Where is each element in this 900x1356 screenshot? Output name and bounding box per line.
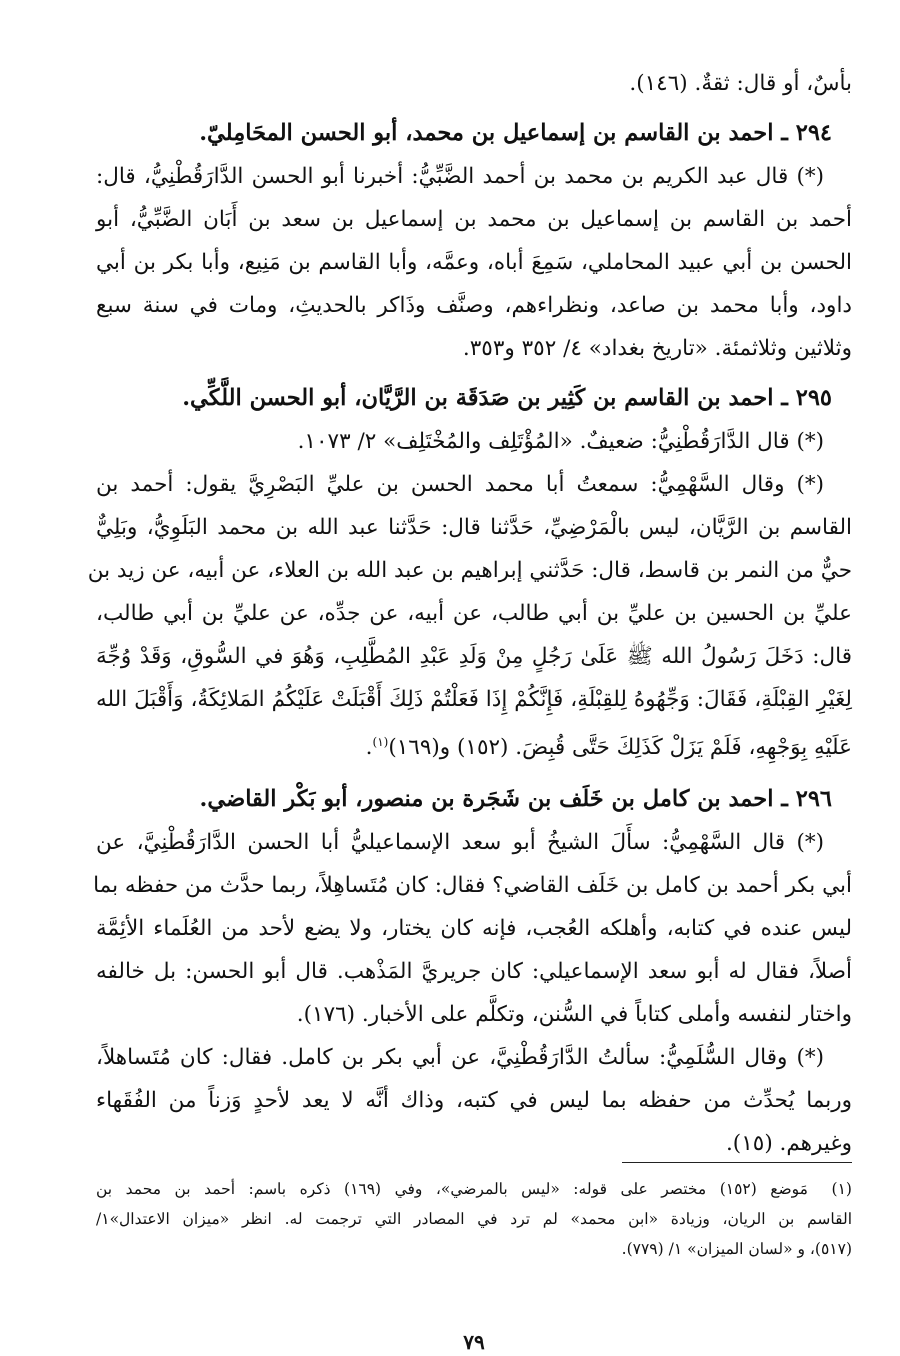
entry-296-paragraph-1	[93, 821, 852, 1036]
paragraph-line: وربما يُحدِّث من حفظه بما ليس في كتبه، وذاك أنَّه لا يعد لأحدٍ وَزناً من الفُقَهاء	[96, 1088, 852, 1114]
page-number: ٧٩	[463, 1330, 485, 1354]
paragraph-line: حيٌّ من النمر بن قاسط، قال: حَدَّثني إبراهيم بن عبد الله بن العلاء، عن أبيه، عن زيد بن	[87, 558, 852, 583]
entry-295-paragraph-1	[96, 420, 852, 463]
footnote-line: (٥١٧)، و «لسان الميزان» ١/ (٧٧٩).	[621, 1240, 852, 1258]
paragraph-line: (*) وقال السُّلَمِيُّ: سألتُ الدَّارَقُطْنِيَّ، عن أبي بكر بن كامل. فقال: كان مُتَساهلاً،	[96, 1045, 824, 1071]
paragraph-line: عليِّ بن الحسين بن عليِّ بن أبي طالب، عن أبيه، عن جدِّه، عن عليِّ بن أبي طالب،	[96, 601, 852, 626]
footnote-line	[96, 1174, 852, 1204]
page-body	[87, 62, 852, 1356]
paragraph-line: أحمد بن القاسم بن إسماعيل بن محمد بن إسماعيل بن سعد بن أَبَان الضَّبِّيُّ، أبو	[96, 207, 852, 232]
paragraph-line: الحسن بن أبي عبيد المحاملي، سَمِعَ أباه، وعمَّه، وأبا القاسم بن مَنِيع، وأبا بكر بن أبي	[96, 250, 852, 275]
paragraph-line: واختار لنفسه وأملى كتاباً في السُّنن، وتكلَّم على الأخبار. (١٧٦).	[296, 1002, 852, 1028]
footnote-number: (١)	[831, 1180, 852, 1198]
paragraph-line: أبي بكر أحمد بن كامل بن خَلَف القاضي؟ فقال: كان مُتَساهِلاً، ربما حدَّث من حفظه بما	[93, 873, 852, 899]
paragraph-line: لِغَيْرِ القِبْلَةِ، فَقَالَ: وَجِّهُوهُ لِلقِبْلَةِ، فَإِنَّكُمْ إِذَا فَعَلْتُمْ ذَلِكَ أَقْبَلَتْ عَلَيْكُمُ المَلائِكَةُ، وَأَقْبَلَ الله	[96, 687, 852, 712]
footnote-divider	[622, 1162, 852, 1163]
footnote-reference[interactable]: (١)	[372, 735, 389, 749]
entry-295-heading: ٢٩٥ ـ احمد بن القاسم بن كَثِير بن صَدَقَة بن الرَّيَّان، أبو الحسن اللَّكِّي.	[182, 385, 832, 411]
paragraph-line: (*) قال عبد الكريم بن محمد بن أحمد الضَّبِّيُّ: أخبرنا أبو الحسن الدَّارَقُطْنِيُّ، قال:	[96, 164, 824, 189]
paragraph-line: وغيرهم. (١٥).	[725, 1131, 852, 1157]
footnote	[96, 1174, 852, 1264]
footnote-text: مَوضع (١٥٢) مختصر على قوله: «ليس بالمرضي»، وفي (١٦٩) ذكره باسم: أحمد بن محمد بن	[96, 1180, 808, 1198]
paragraph-line: القاسم بن الرَّيَّان، ليس بالْمَرْضِيِّ، حَدَّثنا قال: حَدَّثنا عبد الله بن محمد البَلَوِيُّ، وبَلِيٌّ	[96, 515, 852, 540]
paragraph-line: (*) قال السَّهْمِيُّ: سأَلَ الشيخُ أبو سعد الإسماعيليُّ أبا الحسن الدَّارَقُطْنِيَّ، عن	[96, 830, 824, 856]
paragraph-line: قال: دَخَلَ رَسُولُ الله ﷺ عَلَىٰ رَجُلٍ مِنْ وَلَدِ عَبْدِ المُطَّلِبِ، وَهُوَ في السُّوقِ، وَقَدْ وُجِّهَ	[96, 644, 852, 669]
entry-295-paragraph-2	[87, 463, 852, 769]
period: .	[365, 735, 373, 761]
paragraph-line: وثلاثين وثلاثمئة. «تاريخ بغداد» ٤/ ٣٥٢ و٣٥٣.	[462, 336, 852, 361]
paragraph-line: داود، وأبا محمد بن صاعد، ونظراءهم، وصنَّف وذَاكر بالحديثِ، ومات في سنة سبع	[96, 293, 852, 318]
paragraph-line	[96, 721, 852, 769]
entry-294-paragraph-1	[96, 155, 852, 370]
paragraph-line: ليس عنده في كتابه، وأهلكه العُجب، فإنه كان يختار، ولا يضع لأحد من العُلَماء الأئِمَّة	[96, 916, 852, 942]
top-line: بأسٌ، أو قال: ثقةٌ. (١٤٦).	[629, 71, 852, 96]
entry-296-heading: ٢٩٦ ـ احمد بن كامل بن خَلَف بن شَجَرة بن منصور، أبو بَكْر القاضي.	[199, 786, 832, 813]
paragraph-line: (*) قال الدَّارَقُطْنِيُّ: ضعيفٌ. «المُؤْتَلِف والمُخْتَلِف» ٢/ ١٠٧٣.	[297, 429, 824, 454]
entry-294-heading: ٢٩٤ ـ احمد بن القاسم بن إسماعيل بن محمد، أبو الحسن المحَامِليّ.	[199, 120, 832, 146]
entry-296-paragraph-2	[96, 1036, 852, 1165]
footnote-line: القاسم بن الريان، وزيادة «ابن محمد» لم ترد في المصادر التي ترجمت له. انظر «ميزان الاعتدال»١/	[96, 1210, 852, 1228]
paragraph-line: (*) وقال السَّهْمِيُّ: سمعتُ أبا محمد الحسن بن عليِّ البَصْرِيَّ يقول: أحمد بن	[96, 472, 824, 497]
paragraph-text: عَلَيْهِ بِوَجْهِهِ، فَلَمْ يَزَلْ كَذَلِكَ حَتَّى قُبِضَ. (١٥٢) و(١٦٩)	[388, 735, 852, 761]
paragraph-line: أصلاً، فقال له أبو سعد الإسماعيلي: كان جريريَّ المَذْهب. قال أبو الحسن: بل خالفه	[96, 959, 852, 985]
